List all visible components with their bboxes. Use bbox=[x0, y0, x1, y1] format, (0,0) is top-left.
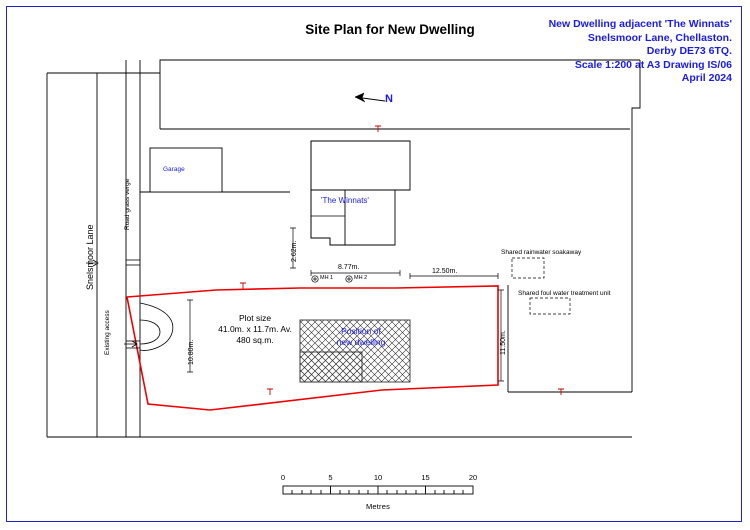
new-dwelling-note bbox=[318, 326, 404, 348]
titleblock-line-3: Derby DE73 6TQ. bbox=[646, 45, 732, 57]
titleblock-line-4: Scale 1:200 at A3 Drawing IS/06 bbox=[574, 58, 732, 71]
soakaway-symbol bbox=[512, 258, 544, 278]
titleblock-line-2: Snelsmoor Lane, Chellaston. bbox=[587, 31, 732, 44]
treatment-unit-symbol bbox=[530, 298, 570, 314]
plot-size-line-1: Plot size bbox=[238, 313, 272, 323]
titleblock-line-5: April 2024 bbox=[681, 72, 732, 84]
dimension-8-77: 8.77m. bbox=[338, 264, 360, 271]
plot-size-line-3: 480 sq.m. bbox=[236, 335, 274, 345]
snelsmoor-lane-label: Snelsmoor Lane bbox=[85, 224, 95, 290]
dimension-12-50: 12.50m. bbox=[432, 268, 458, 275]
the-winnats-label: 'The Winnats' bbox=[321, 196, 369, 205]
scale-tick-15: 15 bbox=[421, 473, 430, 482]
scale-tick-5: 5 bbox=[328, 473, 333, 482]
plot-size-note bbox=[200, 313, 310, 346]
north-label: N bbox=[385, 93, 393, 105]
dimension-2-62: 2.62m. bbox=[291, 240, 298, 262]
new-dwelling-line-1: Position of bbox=[341, 326, 381, 336]
plot-size-line-2: 41.0m. x 11.7m. Av. bbox=[218, 324, 292, 334]
scale-bar-numbers bbox=[280, 473, 478, 484]
scale-tick-0: 0 bbox=[280, 473, 286, 482]
garage-label: Garage bbox=[163, 166, 185, 173]
manhole-1-label: MH 1 bbox=[320, 275, 334, 281]
scale-bar bbox=[283, 486, 473, 494]
road-grass-verge-label: Road grass verge bbox=[124, 178, 131, 230]
page-title: Site Plan for New Dwelling bbox=[305, 22, 475, 37]
new-dwelling-line-2: new dwelling bbox=[336, 337, 386, 347]
north-arrow bbox=[355, 93, 385, 102]
scale-tick-20: 20 bbox=[468, 473, 478, 482]
manhole-2-label: MH 2 bbox=[354, 275, 368, 281]
dimension-11-50: 11.50m. bbox=[500, 330, 507, 355]
existing-access-label: Existing access bbox=[104, 310, 111, 355]
scale-bar-caption: Metres bbox=[365, 502, 391, 511]
garage-outline bbox=[150, 148, 222, 192]
scale-tick-10: 10 bbox=[373, 473, 383, 482]
soakaway-label: Shared rainwater soakaway bbox=[501, 249, 582, 256]
dimension-10-80: 10.80m. bbox=[188, 339, 195, 365]
treatment-unit-label: Shared foul water treatment unit bbox=[518, 290, 611, 297]
titleblock-line-1: New Dwelling adjacent 'The Winnats' bbox=[548, 18, 732, 30]
